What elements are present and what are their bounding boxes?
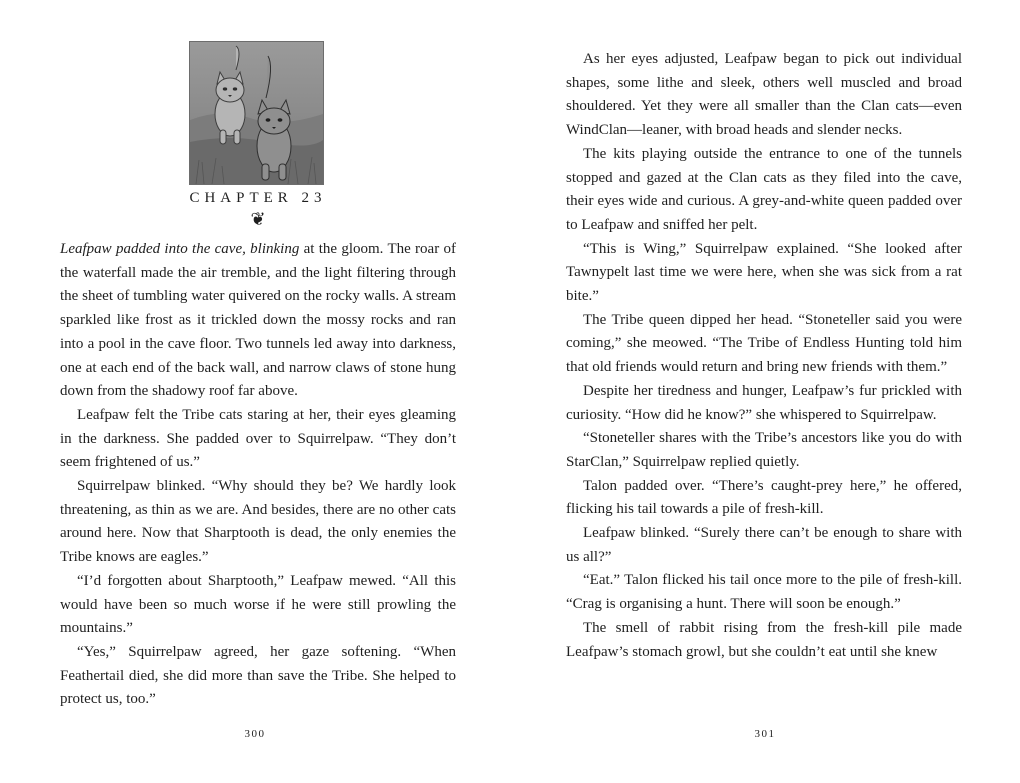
right-page (510, 0, 1020, 783)
chapter-illustration (189, 41, 324, 185)
paragraph: As her eyes adjusted, Leafpaw began to pick out individual shapes, some lithe and sleek, others well muscled and broad shouldered. Yet they were all smaller than the Clan cats—even WindClan—leaner, with broad heads and slender necks. (566, 51, 962, 139)
left-page-body (60, 238, 456, 712)
two-cats-walking-image (190, 42, 323, 184)
opening-paragraph (60, 238, 456, 404)
chapter-heading: CHAPTER 23 (189, 190, 327, 206)
paragraph: The kits playing outside the entrance to one of the tunnels stopped and gazed at the Clan cats as they filed into the cave, their eyes wide and curious. A grey-and-white queen padded over to Leafpaw and sniffed her pelt. (566, 145, 962, 233)
page-number-left: 300 (244, 728, 266, 740)
paragraph: “I’d forgotten about Sharptooth,” Leafpaw mewed. “All this would have been so much worse if he were still prowling the mountains.” (60, 572, 456, 637)
paragraph-text: at the gloom. The roar of the waterfall made the air tremble, and the light filtering through the sheet of tumbling water quivered on the rocky walls. A stream sparkled like frost as it trickled down the mossy rocks and ran into a pool in the cave floor. Two tunnels led away into darkness, one at each end of the back wall, and narrow claws of stone hung down from the shadowy roof far above. (60, 241, 456, 400)
paragraph: Squirrelpaw blinked. “Why should they be? We hardly look threatening, as thin as we are. And besides, there are no other cats around here. Now that Sharptooth is dead, the only enemies the Tribe knows are eagles.” (60, 478, 456, 566)
paragraph: Leafpaw blinked. “Surely there can’t be enough to share with us all?” (566, 525, 962, 565)
paragraph: The Tribe queen dipped her head. “Stoneteller said you were coming,” she meowed. “The Tribe of Endless Hunting told him that old friends would return and bring new friends with them.” (566, 311, 962, 376)
paragraph: “Yes,” Squirrelpaw agreed, her gaze softening. “When Feathertail died, she did more than save the Tribe. She helped to protect us, too.” (60, 643, 456, 708)
paragraph: Leafpaw felt the Tribe cats staring at her, their eyes gleaming in the darkness. She padded over to Squirrelpaw. “They don’t seem frightened of us.” (60, 406, 456, 471)
paragraph: Despite her tiredness and hunger, Leafpaw’s fur prickled with curiosity. “How did he know?” she whispered to Squirrelpaw. (566, 382, 962, 423)
paragraph: Talon padded over. “There’s caught-prey here,” he offered, flicking his tail towards a pile of fresh-kill. (566, 477, 962, 518)
fleuron-icon: ❦ (250, 209, 266, 229)
paragraph: “Stoneteller shares with the Tribe’s ancestors like you do with StarClan,” Squirrelpaw replied quietly. (566, 430, 962, 470)
lead-in-text: Leafpaw padded into the cave, blinking (60, 241, 300, 257)
paragraph: “Eat.” Talon flicked his tail once more to the pile of fresh-kill. “Crag is organising a hunt. There will soon be enough.” (566, 572, 962, 613)
right-page-body (566, 48, 962, 664)
paragraph: The smell of rabbit rising from the fresh-kill pile made Leafpaw’s stomach growl, but she couldn’t eat until she knew (566, 619, 962, 660)
paragraph: “This is Wing,” Squirrelpaw explained. “She looked after Tawnypelt last time we were here, when she was sick from a rat bite.” (566, 240, 962, 305)
page-number-right: 301 (754, 728, 776, 740)
